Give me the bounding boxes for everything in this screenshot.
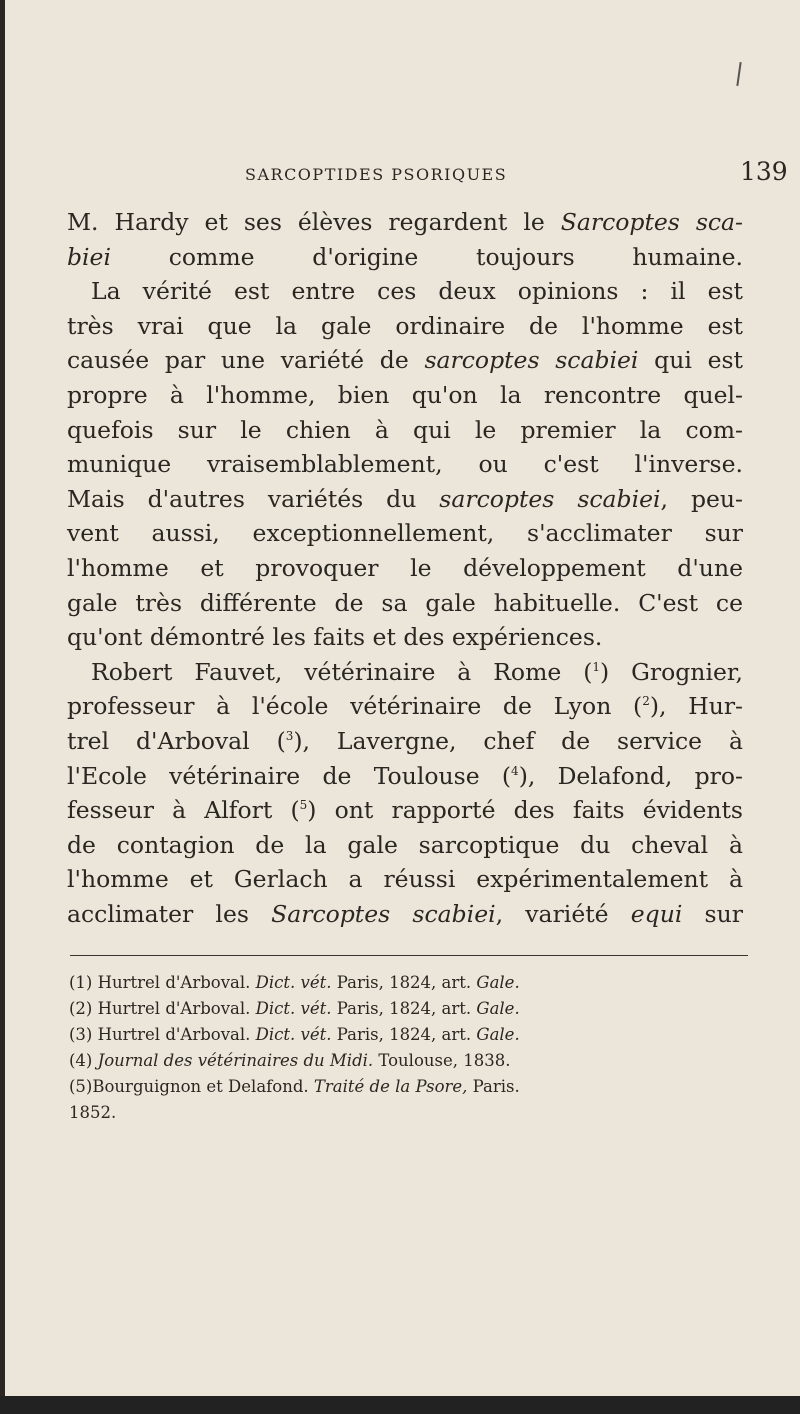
text-line: l'homme et Gerlach a réussi expérimentalement à — [67, 865, 743, 894]
text-line: de contagion de la gale sarcoptique du cheval à — [67, 830, 743, 859]
text-line: biei comme d'origine toujours humaine. — [67, 242, 743, 271]
text-line: acclimater les Sarcoptes scabiei, variété equi sur — [67, 899, 743, 928]
text-line: l'Ecole vétérinaire de Toulouse ($^4$), Delafond, pro- — [67, 761, 743, 790]
footnote-1: (1) Hurtrel d'Arboval. Dict. vét. Paris, 1824, art. Gale. — [69, 973, 520, 992]
footnote-3: (3) Hurtrel d'Arboval. Dict. vét. Paris, 1824, art. Gale. — [69, 1025, 520, 1044]
main-paragraphs — [67, 205, 743, 931]
footnote-ref: 5 — [299, 798, 308, 813]
text-line: vent aussi, exceptionnellement, s'acclimater sur — [67, 519, 743, 548]
text-line: très vrai que la gale ordinaire de l'homme est — [67, 311, 743, 340]
footnote-ref: 2 — [642, 694, 650, 709]
text-line: quefois sur le chien à qui le premier la com- — [67, 415, 743, 444]
text-line: Mais d'autres variétés du sarcoptes scabiei, peu- — [67, 484, 743, 513]
page-bottom-edge — [0, 1396, 800, 1414]
text-line: causée par une variété de sarcoptes scabiei qui est — [67, 346, 743, 375]
footnote-5-continued: 1852. — [69, 1103, 117, 1122]
page-header — [0, 157, 800, 195]
text-line: Robert Fauvet, vétérinaire à Rome ($^1$) Grognier, — [91, 657, 743, 686]
page-left-edge — [0, 0, 5, 1414]
text-line: M. Hardy et ses élèves regardent le Sarcoptes sca- — [67, 208, 744, 236]
footnote-2: (2) Hurtrel d'Arboval. Dict. vét. Paris, 1824, art. Gale. — [69, 999, 520, 1018]
footnote-ref: 4 — [511, 763, 519, 778]
text-line: professeur à l'école vétérinaire de Lyon ($^2$), Hur- — [67, 692, 744, 721]
text-line: propre à l'homme, bien qu'on la rencontre quel- — [67, 380, 743, 409]
text-line: La vérité est entre ces deux opinions : il est — [91, 277, 743, 306]
footnote-ref: 3 — [285, 729, 294, 744]
text-line: gale très différente de sa gale habituelle. C'est ce — [67, 588, 743, 617]
text-line: qu'ont démontré les faits et des expériences. — [67, 623, 603, 652]
text-line: trel d'Arboval ($^3$), Lavergne, chef de service à — [67, 726, 743, 755]
text-line: munique vraisemblablement, ou c'est l'inverse. — [67, 450, 743, 479]
footnote-divider — [70, 955, 748, 956]
running-title: SARCOPTIDES PSORIQUES — [245, 165, 508, 184]
page-number: 139 — [740, 157, 788, 186]
margin-mark — [736, 62, 741, 86]
footnote-ref: 1 — [592, 659, 601, 674]
text-line: fesseur à Alfort ($^5$) ont rapporté des faits évidents — [67, 796, 743, 825]
footnotes — [69, 970, 749, 1126]
footnote-4: (4) Journal des vétérinaires du Midi. Toulouse, 1838. — [69, 1051, 511, 1070]
footnote-5: (5)Bourguignon et Delafond. Traité de la Psore, Paris. — [69, 1077, 520, 1096]
text-line: l'homme et provoquer le développement d'une — [67, 553, 743, 582]
